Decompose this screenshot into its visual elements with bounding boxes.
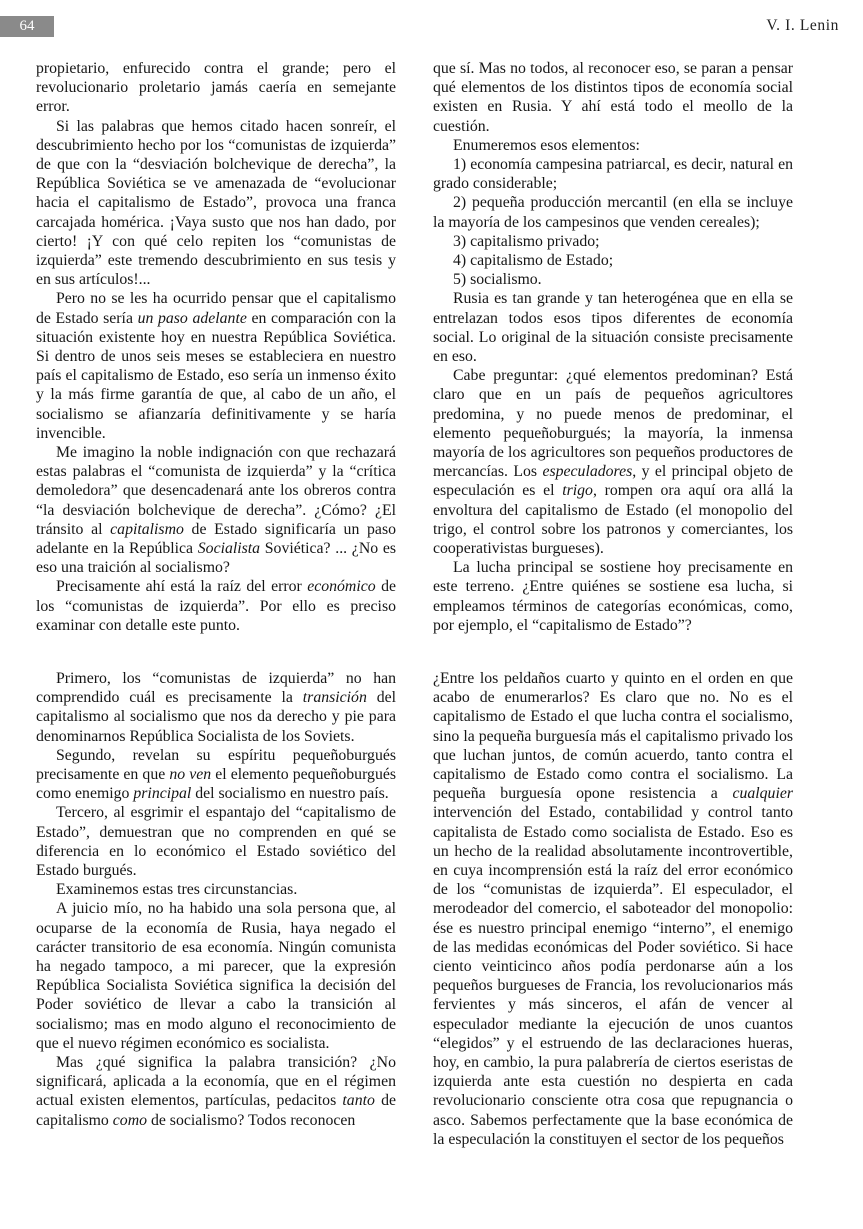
text-run: A juicio mío, no ha habido una sola persona que, al ocuparse de la economía de Rusia, haya negado el carácter transitorio de esa economía. Ningún comunista ha negado tampoco, a mi parecer, que la expresión República Socialista Soviética significa la decisión del Poder soviético de llevar a cabo la transición al socialismo; mas en modo alguno el reconocimiento de que el nuevo régimen económico es socialista. (36, 900, 396, 1052)
paragraph (36, 117, 396, 290)
italic-text: transición (302, 689, 367, 707)
paragraph (433, 669, 793, 1149)
paragraph (433, 136, 793, 155)
text-run: 1) economía campesina patriarcal, es decir, natural en grado considerable; (433, 156, 793, 193)
paragraph (433, 558, 793, 635)
paragraph (36, 899, 396, 1053)
text-run: que sí. Mas no todos, al reconocer eso, se paran a pensar qué elementos de los distintos tipos de economía social existen en Rusia. Y ahí está todo el meollo de la cuestión. (433, 60, 793, 135)
right-column-top (433, 59, 793, 635)
italic-text: económico (307, 578, 376, 596)
italic-text: Socialista (197, 540, 261, 558)
paragraph (433, 232, 793, 251)
text-run: intervención del Estado, contabilidad y control tanto capitalista de Estado como socialista de Estado. Eso es un hecho de la realidad absolutamente incontrovertible, en cuya incomprensión está la raíz del error económico de los “comunistas de izquierda”. El especulador, el merodeador del comercio, el saboteador del monopolio: ése es nuestro principal enemigo “interno”, el enemigo de las medidas económicas del Poder soviético. Si hace ciento veinticinco años podía perdonarse aún a los pequeños burgueses de Francia, los revolucionarios más fervientes y más sinceros, el afán de vencer al especulador mediante la ejecución de unos cuantos “elegidos” y el estruendo de las declaraciones hueras, hoy, en cambio, la pura palabrería de ciertos eseristas de izquierda ante esta cuestión no despierta en cada revolucionario consciente otra cosa que repugnancia o asco. Sabemos perfectamente que la base económica de la especulación la constituyen el sector de los pequeños (433, 804, 793, 1148)
text-run: La lucha principal se sostiene hoy precisamente en este terreno. ¿Entre quiénes se sostiene esa lucha, si empleamos términos de categorías económicas, como, por ejemplo, el “capitalismo de Estado”? (433, 559, 793, 634)
paragraph (36, 577, 396, 635)
text-run: en comparación con la situación existente hoy en nuestra República Soviética. Si dentro de unos seis meses se estableciera en nuestro país el capitalismo de Estado, eso sería un inmenso éxito y la más firme garantía de que, al cabo de un año, el socialismo se afianzaría definitivamente y se haría invencible. (36, 309, 396, 442)
paragraph (36, 746, 396, 804)
right-column-bottom (433, 669, 793, 1149)
page-header (0, 16, 863, 38)
paragraph (36, 289, 396, 443)
italic-text: como (112, 1111, 147, 1129)
italic-text: cualquier (732, 785, 793, 803)
paragraph (36, 803, 396, 880)
text-run: propietario, enfurecido contra el grande; pero el revolucionario proletario jamás caería en semejante error. (36, 60, 396, 116)
text-run: de los “comunistas de izquierda”. Por ello es preciso examinar con detalle este punto. (36, 578, 397, 634)
paragraph (433, 155, 793, 193)
text-run: 4) capitalismo de Estado; (453, 252, 614, 270)
text-run: Si las palabras que hemos citado hacen sonreír, el descubrimiento hecho por los “comunistas de izquierda” de que con la “desviación bolchevique de derecha”, la República Soviética se ve amenazada de “evolucionar hacia el capitalismo de Estado”, provoca una franca carcajada homérica. ¡Vaya susto que nos han dado, por cierto! ¡Y con qué celo repiten los “comunistas de izquierda” este tremendo descubrimiento en sus tesis y en sus artículos!... (36, 117, 396, 289)
text-run: del capitalismo al socialismo que nos da derecho y pie para denominarnos República Socialista de los Soviets. (36, 689, 397, 745)
text-run: 2) pequeña producción mercantil (en ella se incluye la mayoría de los campesinos que venden cereales); (433, 194, 793, 231)
text-run: Me imagino la noble indignación con que rechazará estas palabras el “comunista de izquierda” y la “crítica demoledora” que desencadenará ante los obreros contra “la desviación bolchevique de derecha”. ¿Cómo? ¿El tránsito al (36, 444, 396, 538)
text-run: Soviética? ... ¿No es eso una traición al socialismo? (36, 540, 396, 577)
text-run: del socialismo en nuestro país. (191, 785, 389, 803)
paragraph (36, 59, 396, 117)
text-run: Enumeremos esos elementos: (453, 136, 640, 154)
paragraph (433, 251, 793, 270)
text-run: 5) socialismo. (453, 271, 542, 289)
paragraph (36, 1053, 396, 1130)
paragraph (433, 270, 793, 289)
text-run: Cabe preguntar: ¿qué elementos predominan? Está claro que en un país de pequeños agricultores predomina, y no puede menos de predominar, el elemento pequeñoburgués; la mayoría, la inmensa mayoría de los agricultores son pequeños productores de mercancías. Los (433, 367, 793, 481)
text-run: de capitalismo (36, 1092, 396, 1129)
left-column-bottom (36, 669, 396, 1130)
italic-text: no ven (169, 766, 212, 784)
paragraph (36, 669, 396, 746)
paragraph (433, 59, 793, 136)
text-run: Mas ¿qué significa la palabra transición? ¿No significará, aplicada a la economía, que en el régimen actual existen elementos, partículas, pedacitos (36, 1054, 396, 1110)
text-run: Rusia es tan grande y tan heterogénea que en ella se entrelazan todos esos tipos diferentes de economía social. Lo original de la situación consiste precisamente en eso. (433, 290, 793, 366)
paragraph (36, 880, 396, 899)
text-run: Examinemos estas tres circunstancias. (56, 881, 298, 899)
text-run: Pero no se les ha ocurrido pensar que el capitalismo de Estado sería (36, 290, 396, 327)
italic-text: especuladores (542, 463, 633, 481)
italic-text: capitalismo (110, 520, 184, 538)
text-run: de socialismo? Todos reconocen (147, 1111, 356, 1129)
italic-text: trigo (562, 482, 593, 500)
page-number: 64 (0, 16, 54, 37)
text-run: Segundo, revelan su espíritu pequeñoburgués precisamente en que (36, 746, 396, 784)
paragraph (433, 289, 793, 366)
text-run: ¿Entre los peldaños cuarto y quinto en el orden en que acabo de enumerarlos? Es claro que no. No es el capitalismo de Estado el que lucha contra el socialismo, sino la pequeña burguesía más el capitalismo privado los que luchan juntos, de común acuerdo, tanto contra el capitalismo de Estado como contra el socialismo. La pequeña burguesía opone resistencia a (433, 670, 793, 803)
text-run: Precisamente ahí está la raíz del error (56, 578, 308, 596)
text-run: , rompen ora aquí ora allá la envoltura del capitalismo de Estado (el monopolio del trigo, el control sobre los patronos y comerciantes, los cooperativistas burgueses). (433, 482, 794, 558)
text-run: de Estado significaría un paso adelante en la República (36, 520, 396, 558)
paragraph (36, 443, 396, 577)
text-run: Primero, los “comunistas de izquierda” no han comprendido cuál es precisamente la (36, 670, 396, 707)
italic-text: principal (133, 785, 192, 803)
paragraph (433, 366, 793, 558)
text-run: el elemento pequeñoburgués como enemigo (36, 766, 397, 803)
paragraph (433, 193, 793, 231)
left-column-top (36, 59, 396, 635)
italic-text: un paso adelante (137, 309, 247, 327)
text-run: , y el principal objeto de especulación es el (433, 463, 793, 500)
italic-text: tanto (342, 1092, 375, 1110)
running-head-author: V. I. Lenin (766, 17, 839, 34)
text-run: 3) capitalismo privado; (453, 232, 600, 250)
text-run: Tercero, al esgrimir el espantajo del “capitalismo de Estado”, demuestran que no comprenden en qué se diferencia en lo económico el Estado soviético del Estado burgués. (36, 804, 396, 880)
